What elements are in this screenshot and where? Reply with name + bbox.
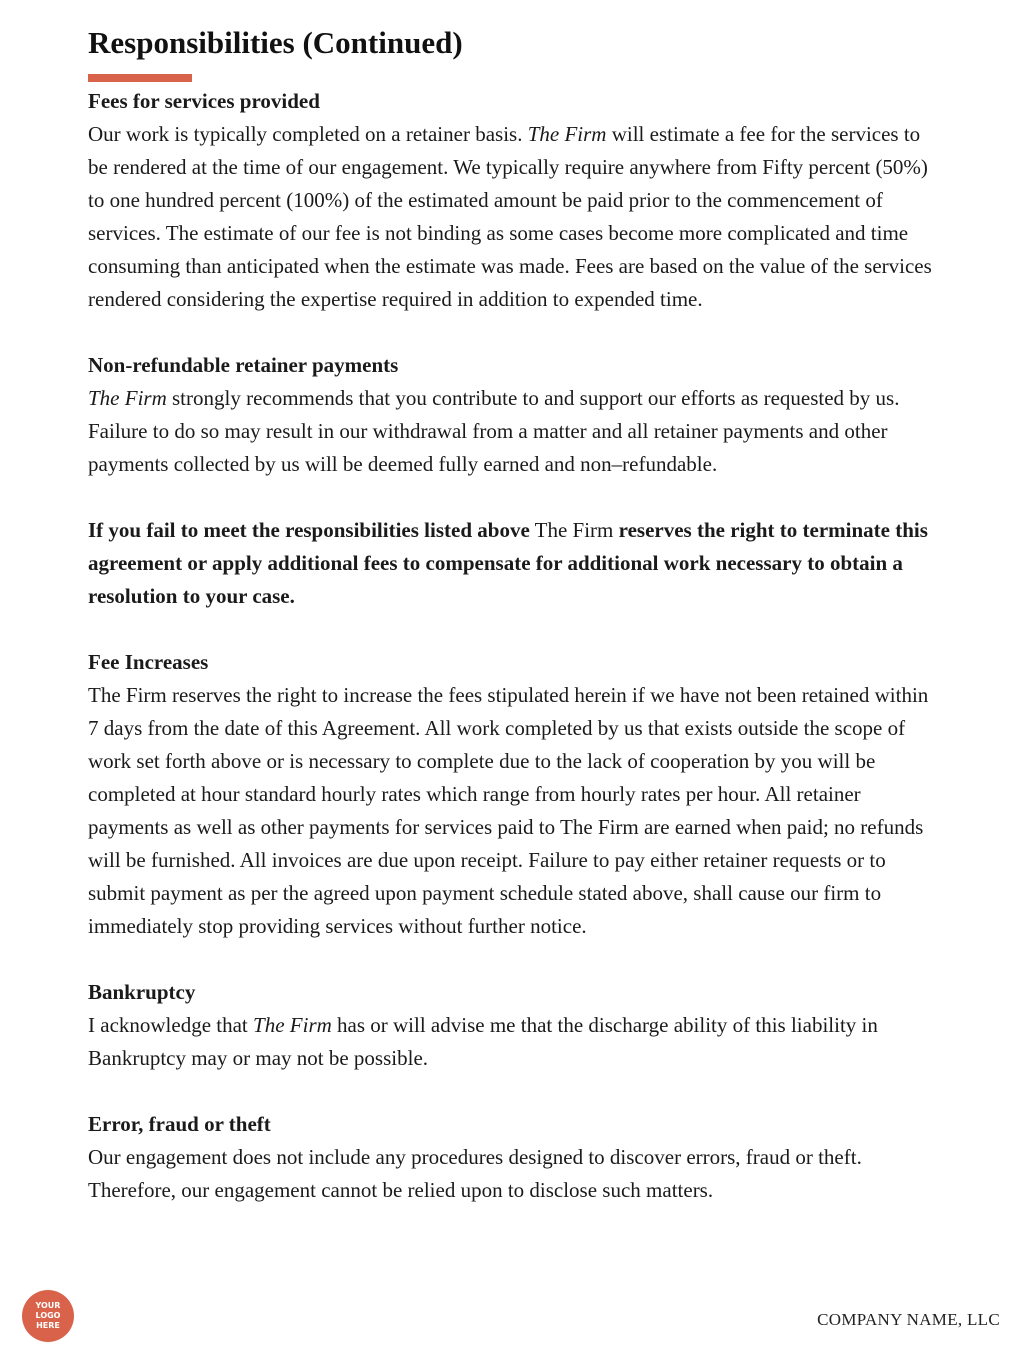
section-body: The Firm reserves the right to increase the fees stipulated herein if we have not been retained within 7 days from the date of this Agreement. All work completed by us that exists outside the scope of work set forth above or is necessary to complete due to the lack of cooperation by you will be completed at hour standard hourly rates which range from hourly rates per hour. All retainer payments as well as other payments for services paid to The Firm are earned when paid; no refunds will be furnished. All invoices are due upon receipt. Failure to pay either retainer requests or to submit payment as per the agreed upon payment schedule stated above, shall cause our firm to immediately stop providing services without further notice.	[88, 683, 929, 938]
body-text: I acknowledge that	[88, 1013, 254, 1037]
section-heading: Fees for services provided	[88, 89, 320, 113]
section-fees	[88, 85, 938, 316]
body-text: strongly recommends that you contribute to and support our efforts as requested by us. Failure to do so may result in our withdrawal from a matter and all retainer payments and other payments collected by us will be deemed fully earned and non–refundable.	[88, 386, 900, 476]
section-body	[88, 118, 938, 316]
body-text: will estimate a fee for the services to be rendered at the time of our engagement. We typically require anywhere from Fifty percent (50%) to one hundred percent (100%) of the estimated amount be paid prior to the commencement of services. The estimate of our fee is not binding as some cases become more complicated and time consuming than anticipated when the estimate was made. Fees are based on the value of the services rendered considering the expertise required in addition to expended time.	[88, 122, 932, 311]
body-text: Our work is typically completed on a retainer basis.	[88, 122, 528, 146]
section-heading: Non-refundable retainer payments	[88, 353, 399, 377]
notice-bold-text: reserves the right to terminate this agreement or apply additional fees to compensate for additional work necessary to obtain a resolution to your case.	[88, 518, 928, 608]
title-underline-bar	[88, 74, 192, 82]
section-heading: Fee Increases	[88, 650, 209, 674]
firm-name: The Firm	[527, 122, 607, 146]
section-body	[88, 1009, 938, 1075]
section-heading: Error, fraud or theft	[88, 1112, 271, 1136]
section-body	[88, 382, 938, 481]
section-body: Our engagement does not include any procedures designed to discover errors, fraud or theft. Therefore, our engagement cannot be relied upon to disclose such matters.	[88, 1145, 862, 1202]
firm-name: The Firm	[529, 518, 619, 542]
firm-name: The Firm	[253, 1013, 332, 1037]
section-error-fraud-theft	[88, 1108, 938, 1207]
section-fee-increases	[88, 646, 938, 943]
page-title: Responsibilities (Continued)	[88, 25, 463, 60]
notice-bold-text: If you fail to meet the responsibilities listed above	[88, 518, 530, 542]
firm-name: The Firm	[88, 386, 167, 410]
body-text: has or will advise me that the discharge ability of this liability in Bankruptcy may or may not be possible.	[88, 1013, 878, 1070]
company-name: COMPANY NAME, LLC	[817, 1310, 1000, 1329]
section-bankruptcy	[88, 976, 938, 1075]
logo-placeholder: YOUR LOGO HERE	[22, 1290, 74, 1342]
document-body	[88, 85, 938, 1240]
termination-notice	[88, 514, 938, 613]
section-heading: Bankruptcy	[88, 980, 196, 1004]
section-nonrefundable	[88, 349, 938, 481]
